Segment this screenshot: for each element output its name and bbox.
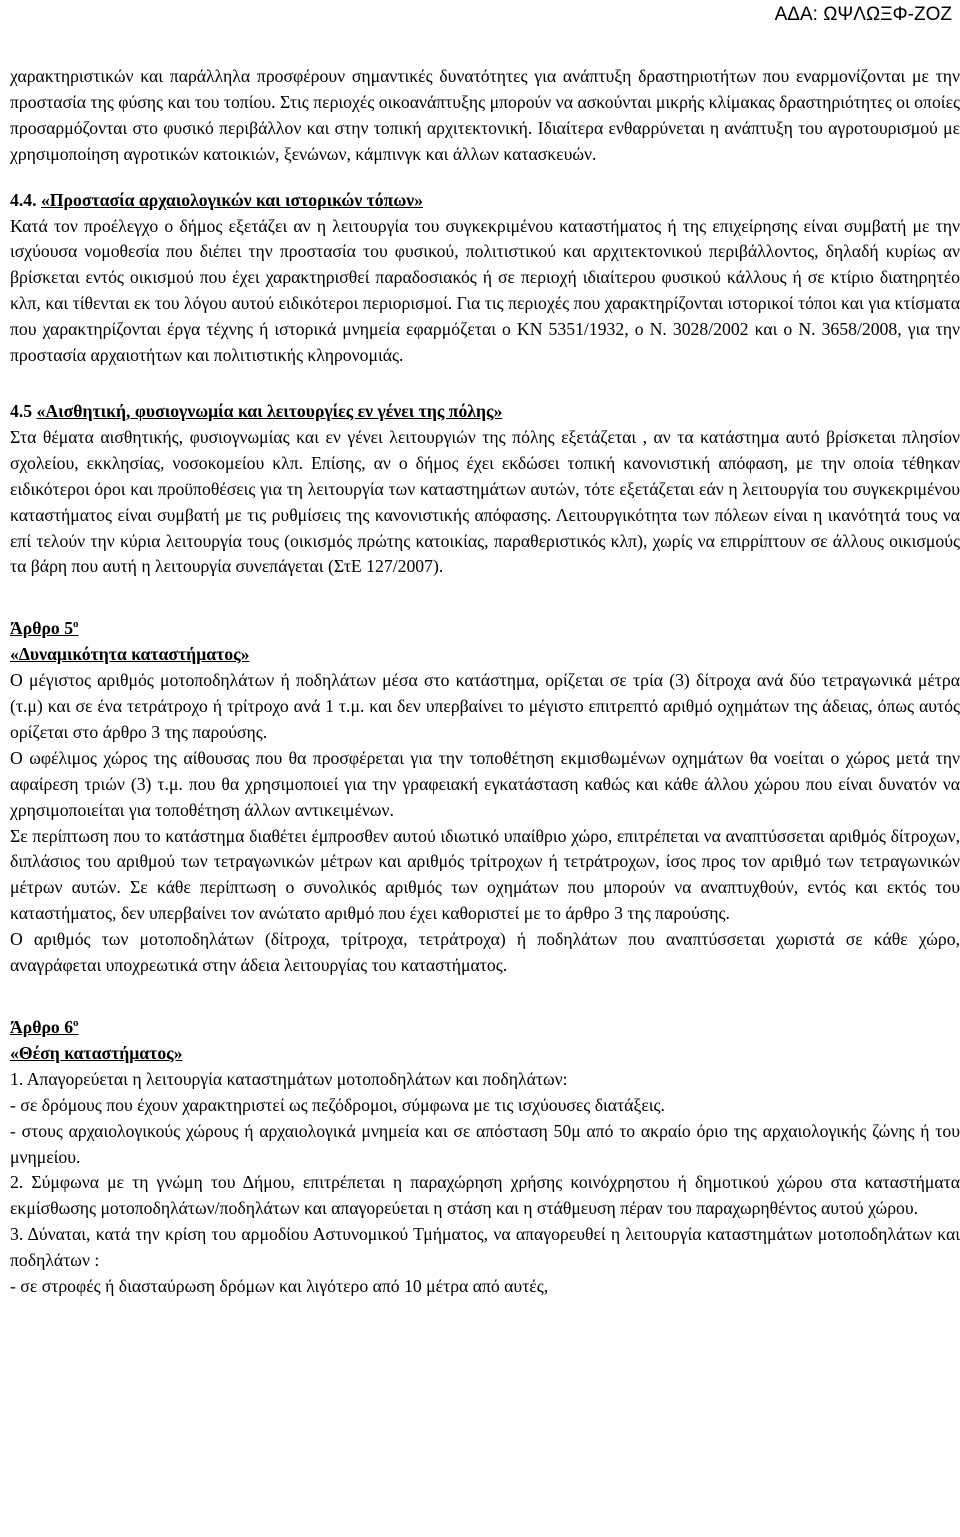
article-6-heading xyxy=(10,1015,960,1041)
article-6-item-1b: - στους αρχαιολογικούς χώρους ή αρχαιολογικά μνημεία και σε απόσταση 50μ από το ακραίο όριο της αρχαιολογικής ζώνης ή του μνημείου. xyxy=(10,1120,960,1167)
article-6-heading-sup: ο xyxy=(73,1017,79,1030)
section-4-4-heading xyxy=(10,188,960,214)
article-5-heading-text: Άρθρο 5 xyxy=(10,618,74,639)
intro-paragraph: χαρακτηριστικών και παράλληλα προσφέρουν σημαντικές δυνατότητες για ανάπτυξη δραστηριοτήτων που εναρμονίζονται με την προστασία της φύσης και του τοπίου. Στις περιοχές οικοανάπτυξης μπορούν να ασκούνται μικρής κλίμακας δραστηριότητες οι οποίες προσαρμόζονται στο φυσικό περιβάλλον και στην τοπική αρχιτεκτονική. Ιδιαίτερα ενθαρρύνεται η ανάπτυξη του αγροτουρισμού με χρησιμοποίηση αγροτικών κατοικιών, ξενώνων, κάμπινγκ και άλλων κατασκευών. xyxy=(10,66,960,164)
ada-code: ΑΔΑ: ΩΨΛΩΞΦ-ΖΟΖ xyxy=(774,4,952,25)
section-4-5-title: «Αισθητική, φυσιογνωμία και λειτουργίες εν γένει της πόλης» xyxy=(36,400,503,421)
article-5-paragraph-2: Ο ωφέλιμος χώρος της αίθουσας που θα προσφέρεται για την τοποθέτηση εκμισθωμένων οχημάτων θα νοείται ο χώρος μετά την αφαίρεση τριών (3) τ.μ. που θα χρησιμοποιεί για την γραφειακή εγκατάσταση καθώς και κάθε άλλου χώρου που είναι δυνατόν να χρησιμοποιείται για τοποθέτηση άλλων αντικειμένων. xyxy=(10,747,960,820)
section-4-5-paragraph: Στα θέματα αισθητικής, φυσιογνωμίας και εν γένει λειτουργιών της πόλης εξετάζεται , αν τα κατάστημα αυτό βρίσκεται πλησίον σχολείου, εκκλησίας, νοσοκομείου κλπ. Επίσης, αν ο δήμος έχει εκδώσει τοπική κανονιστική απόφαση, με την οποία τέθηκαν ειδικότεροι όροι και προϋποθέσεις για τη λειτουργία των καταστημάτων αυτών, τότε εξετάζεται εάν η λειτουργία του συγκεκριμένου καταστήματος είναι συμβατή με τις ρυθμίσεις της κανονιστικής απόφασης. Λειτουργικότητα των πόλεων είναι η ικανότητά τους να επί τελούν την κύρια λειτουργία τους (οικισμός πρώτης κατοικίας, παραθεριστικός κλπ), χωρίς να επιρρίπτουν σε άλλους οικισμούς τα βάρη που αυτή η λειτουργία συνεπάγεται (ΣτΕ 127/2007). xyxy=(10,426,960,577)
article-5-heading xyxy=(10,616,960,642)
article-6-item-1a: - σε δρόμους που έχουν χαρακτηριστεί ως πεζόδρομοι, σύμφωνα με τις ισχύουσες διατάξεις. xyxy=(10,1094,665,1115)
article-5-paragraph-4: Ο αριθμός των μοτοποδηλάτων (δίτροχα, τρίτροχα, τετράτροχα) ή ποδηλάτων που αναπτύσσεται χωριστά σε κάθε χώρο, αναγράφεται υποχρεωτικά στην άδεια λειτουργίας του καταστήματος. xyxy=(10,929,960,976)
section-4-5-heading xyxy=(10,399,960,425)
section-4-4-title: «Προστασία αρχαιολογικών και ιστορικών τόπων» xyxy=(40,189,424,210)
article-6-item-1: 1. Απαγορεύεται η λειτουργία καταστημάτων μοτοποδηλάτων και ποδηλάτων: xyxy=(10,1068,568,1089)
article-5-paragraph-3: Σε περίπτωση που το κατάστημα διαθέτει έμπροσθεν αυτού ιδιωτικό υπαίθριο χώρο, επιτρέπεται να αναπτύσσεται αριθμός δίτροχων, διπλάσιος του αριθμού των τετραγωνικών μέτρων και αριθμός τρίτροχων ή τετράτροχων, ίσος προς τον αριθμό των τετραγωνικών μέτρων αυτών. Σε κάθε περίπτωση ο συνολικός αριθμός των οχημάτων που μπορούν να αναπτυχθούν, εντός και εκτός του καταστήματος, δεν υπερβαίνει τον ανώτατο αριθμό που έχει καθοριστεί με το άρθρο 3 της παρούσης. xyxy=(10,825,960,924)
article-5-title: «Δυναμικότητα καταστήματος» xyxy=(10,644,250,665)
article-5-paragraph-1: Ο μέγιστος αριθμός μοτοποδηλάτων ή ποδηλάτων μέσα στο κατάστημα, ορίζεται σε τρία (3) δίτροχα ανά δύο τετραγωνικά μέτρα (τ.μ) και σε ένα τετράτροχο ή τρίτροχο ανά 1 τ.μ. και δεν υπερβαίνει το μέγιστο επιτρεπτό αριθμό οχημάτων της άδειας, όπως αυτός ορίζεται στο άρθρο 3 της παρούσης. xyxy=(10,670,960,742)
section-4-5-number: 4.5 xyxy=(10,400,37,421)
section-4-4-number: 4.4. xyxy=(10,189,41,210)
article-6-item-3a: - σε στροφές ή διασταύρωση δρόμων και λιγότερο από 10 μέτρα από αυτές, xyxy=(10,1276,549,1297)
article-6-heading-text: Άρθρο 6 xyxy=(10,1017,74,1037)
document-body xyxy=(10,64,960,1300)
article-5-heading-sup: ο xyxy=(73,618,79,631)
article-6-item-3: 3. Δύναται, κατά την κρίση του αρμοδίου Αστυνομικού Τμήματος, να απαγορευθεί η λειτουργία καταστημάτων μοτοποδηλάτων και ποδηλάτων : xyxy=(10,1224,960,1271)
section-4-4-paragraph: Κατά τον προέλεγχο ο δήμος εξετάζει αν η λειτουργία του συγκεκριμένου καταστήματος ή της επιχείρησης είναι συμβατή με την ισχύουσα νομοθεσία που διέπει την προστασία του φυσικού, πολιτιστικού και αρχιτεκτονικού περιβάλλοντος, δηλαδή κυρίως αν βρίσκεται εντός οικισμού που έχει χαρακτηρισθεί παραδοσιακός ή σε περιοχή ιδιαίτερου φυσικού κάλλους ή σε κτίριο διατηρητέο κλπ, και τίθενται εκ του λόγου αυτού ειδικότεροι περιορισμοί. Για τις περιοχές που χαρακτηρίζονται ιστορικοί τόποι και για κτίσματα που χαρακτηρίζονται έργα τέχνης ή ιστορικά μνημεία εφαρμόζεται ο ΚΝ 5351/1932, ο Ν. 3028/2002 και ο Ν. 3658/2008, για την προστασία αρχαιοτήτων και πολιτιστικής κληρονομιάς. xyxy=(10,215,960,366)
article-6-title: «Θέση καταστήματος» xyxy=(10,1042,183,1063)
article-6-item-2: 2. Σύμφωνα με τη γνώμη του Δήμου, επιτρέπεται η παραχώρηση χρήσης κοινόχρηστου ή δημοτικού χώρου στα καταστήματα εκμίσθωσης μοτοποδηλάτων/ποδηλάτων και απαγορεύεται η στάση και η στάθμευση πέραν του παραχωρηθέντος αυτού χώρου. xyxy=(10,1172,960,1219)
